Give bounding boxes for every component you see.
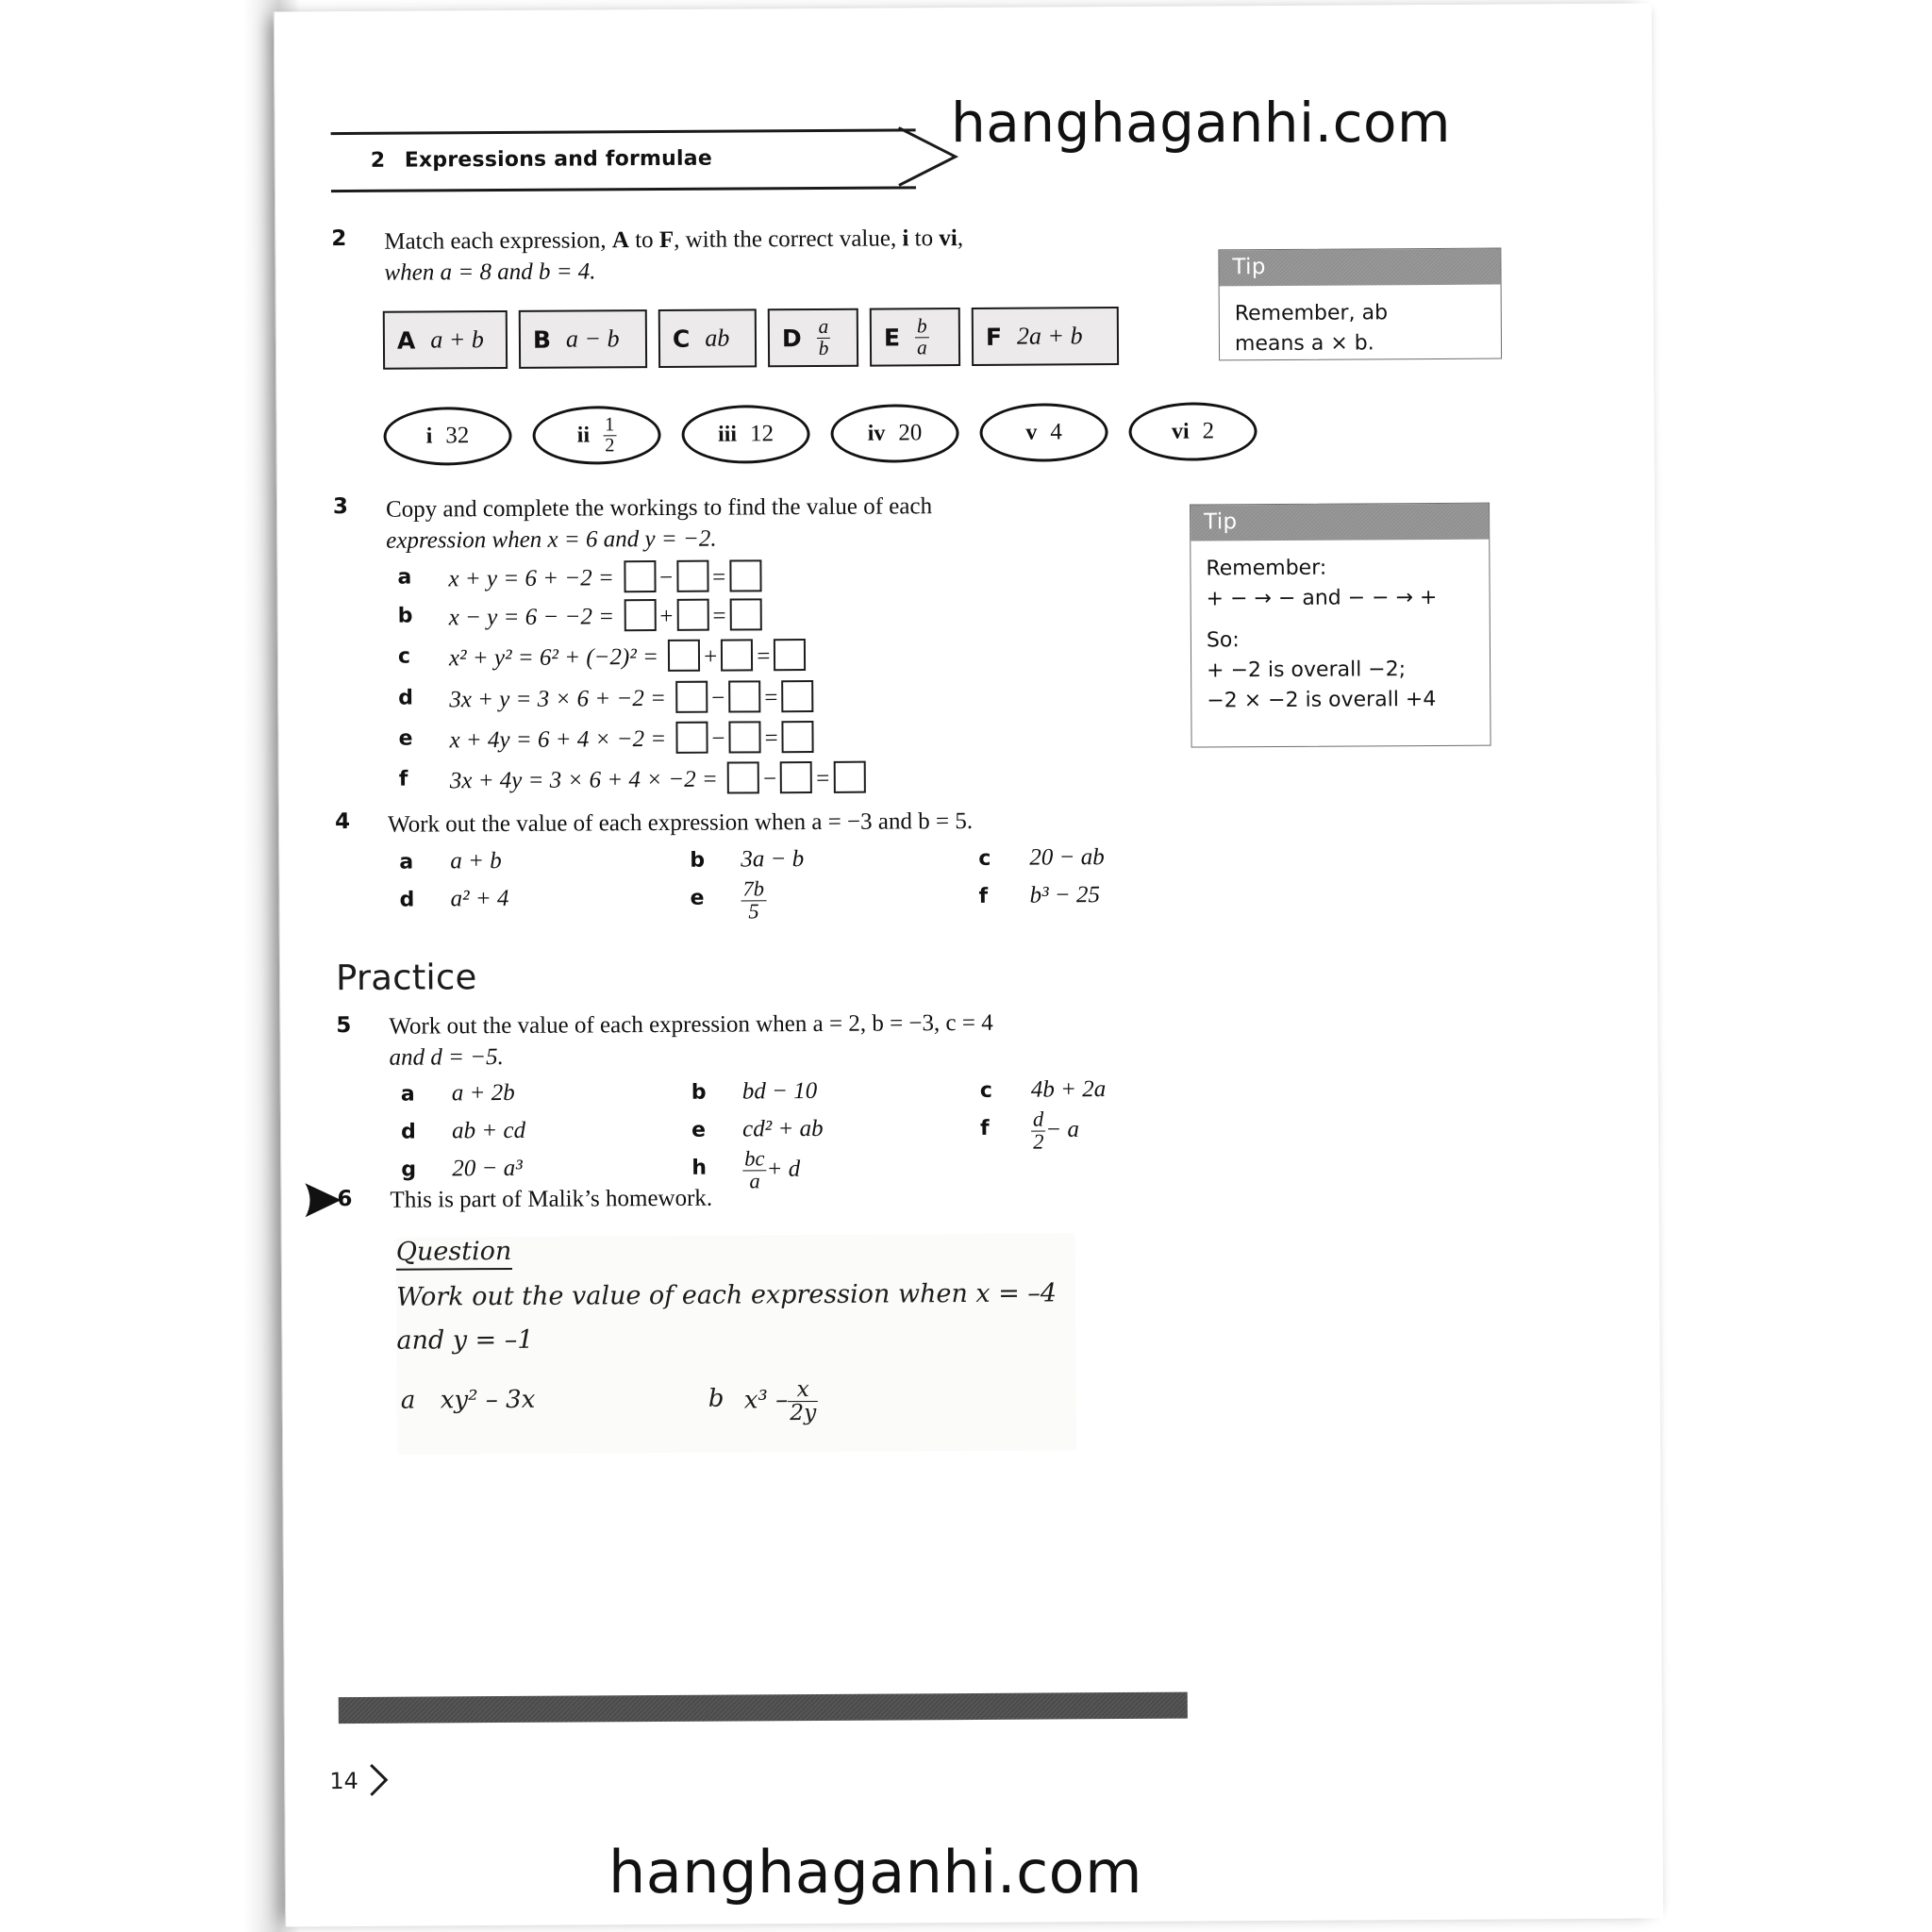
homework-part-b-label: b <box>708 1384 724 1413</box>
q3-part-e-lhs: x + 4y = 6 + 4 × −2 = <box>449 725 673 754</box>
question-2-number: 2 <box>331 226 347 252</box>
q5-part-h-numerator: bc <box>742 1148 766 1171</box>
tip-box-2-line5: −2 × −2 is overall +4 <box>1207 687 1437 713</box>
q4-part-e-denominator: 5 <box>748 899 759 924</box>
q5-line1: Work out the value of each expression when a = 2, b = −3, c = 4 <box>389 1009 993 1040</box>
q5-part-a-label: a <box>400 1082 415 1107</box>
q3-part-d-working <box>449 680 817 714</box>
q3-part-a-op2: = <box>712 564 726 591</box>
value-oval-ii-value <box>603 415 617 456</box>
footer-rule <box>339 1692 1188 1724</box>
tip-box-2-body <box>1191 540 1490 729</box>
q3-part-e-op1: − <box>711 725 725 752</box>
q3-part-a-label: a <box>397 565 412 590</box>
question-5-number: 5 <box>336 1012 352 1039</box>
value-oval-ii-numerator: 1 <box>603 415 616 436</box>
value-oval-ii-denominator: 2 <box>605 434 615 456</box>
answer-box[interactable] <box>721 639 753 671</box>
question-4-number: 4 <box>334 808 351 835</box>
homework-part-b-lead: x³ – <box>743 1386 789 1415</box>
page-chevron-icon <box>365 1762 393 1798</box>
q5-part-h-label: h <box>691 1156 708 1180</box>
practice-section-heading: Practice <box>335 957 477 999</box>
expression-box-B-value: a − b <box>565 325 620 353</box>
homework-part-b-denominator: 2y <box>790 1398 817 1426</box>
question-3-number: 3 <box>332 494 349 520</box>
q2-ref-F: F <box>658 226 675 253</box>
q5-part-f-expr <box>1031 1108 1079 1153</box>
q2-line2: when a = 8 and b = 4. <box>384 258 596 286</box>
page-number: 14 <box>329 1767 358 1795</box>
q3-part-d-op1: − <box>711 685 725 711</box>
banner-bottom-rule <box>331 186 916 192</box>
q2-ref-i: i <box>902 225 909 252</box>
q3-part-e-op2: = <box>764 725 778 752</box>
banner-top-rule <box>331 128 916 135</box>
tip-box-1 <box>1218 248 1502 361</box>
value-oval-iv-value: 20 <box>898 420 923 446</box>
expression-box-F-label: F <box>985 323 1003 351</box>
q3-part-b-working <box>449 598 766 632</box>
answer-box[interactable] <box>728 721 760 753</box>
q3-part-b-label: b <box>397 604 413 628</box>
q4-part-d-label: d <box>399 888 415 912</box>
question-4-text <box>388 805 1105 841</box>
q5-line2: and d = −5. <box>389 1044 504 1071</box>
q5-part-a-expr: a + 2b <box>451 1079 515 1107</box>
q4-part-e-numerator: 7b <box>741 878 766 901</box>
answer-box[interactable] <box>676 560 708 592</box>
value-oval-vi-value: 2 <box>1202 418 1215 444</box>
answer-box[interactable] <box>729 598 761 630</box>
q2-line1-part7: to <box>908 225 940 252</box>
q4-part-b-expr: 3a − b <box>741 846 805 873</box>
tip-box-1-header: Tip <box>1219 249 1500 287</box>
answer-box[interactable] <box>727 761 759 793</box>
banner-chapter-title: Expressions and formulae <box>404 146 713 173</box>
q3-part-a-op1: − <box>658 564 674 591</box>
homework-panel <box>396 1233 1076 1454</box>
expression-box-A-value: a + b <box>430 325 484 354</box>
tip-box-2-para-1 <box>1206 553 1475 615</box>
q4-part-c-expr: 20 − ab <box>1029 844 1105 871</box>
answer-box[interactable] <box>774 639 806 671</box>
homework-title: Question <box>396 1237 512 1271</box>
answer-box[interactable] <box>781 680 813 712</box>
homework-part-a-expr: xy² – 3x <box>440 1385 536 1415</box>
answer-box[interactable] <box>675 722 708 754</box>
value-oval-vi[interactable] <box>1128 402 1257 461</box>
q5-part-c-expr: 4b + 2a <box>1030 1076 1107 1103</box>
answer-box[interactable] <box>675 681 708 713</box>
q3-part-c-op2: = <box>757 643 771 670</box>
value-oval-ii-roman: ii <box>576 422 591 448</box>
answer-box[interactable] <box>728 680 760 712</box>
q3-part-b-op2: = <box>712 603 726 629</box>
q3-part-c-op1: + <box>704 643 718 670</box>
chapter-banner <box>331 128 954 192</box>
homework-part-b-expr <box>743 1375 819 1426</box>
expression-box-E[interactable] <box>870 308 960 367</box>
tip-box-2-header: Tip <box>1191 504 1489 541</box>
answer-box[interactable] <box>780 761 812 793</box>
q4-part-d-expr: a² + 4 <box>450 885 509 912</box>
q5-part-c-label: c <box>979 1078 992 1103</box>
watermark-top: hanghaganhi.com <box>951 91 1451 155</box>
question-6-number: 6 <box>337 1186 353 1212</box>
value-oval-iii[interactable] <box>681 405 809 464</box>
value-oval-i[interactable] <box>383 407 511 466</box>
expression-box-A-label: A <box>396 326 416 355</box>
expression-box-D-denominator: b <box>818 336 829 359</box>
expression-box-E-value <box>915 316 929 358</box>
q3-part-c-working <box>449 639 810 673</box>
q4-part-e-expr <box>741 878 766 923</box>
q5-part-e-label: e <box>691 1118 707 1142</box>
value-oval-i-roman: i <box>425 423 433 448</box>
value-oval-iv-roman: iv <box>867 421 886 446</box>
expression-box-C-value: ab <box>705 324 730 352</box>
q3-part-d-lhs: 3x + y = 3 × 6 + −2 = <box>449 685 673 713</box>
value-oval-ii[interactable] <box>532 406 660 465</box>
q2-line1-part1: Match each expression, <box>384 227 612 255</box>
q5-part-d-expr: ab + cd <box>451 1117 526 1144</box>
q4-part-e-label: e <box>690 886 705 910</box>
homework-part-b-numerator: x <box>788 1378 818 1402</box>
expression-box-D-value <box>817 314 831 359</box>
homework-line-1: Work out the value of each expression when x = –4 <box>396 1278 1058 1312</box>
answer-box[interactable] <box>729 559 761 591</box>
answer-box[interactable] <box>676 599 708 631</box>
q3-part-c-lhs: x² + y² = 6² + (−2)² = <box>448 643 665 672</box>
q4-part-f-expr: b³ − 25 <box>1029 882 1101 908</box>
expression-box-E-numerator: b <box>915 316 929 338</box>
q3-part-a-working <box>448 559 765 593</box>
homework-line-2: and y = –1 <box>396 1324 534 1356</box>
q3-part-f-lhs: 3x + 4y = 3 × 6 + 4 × −2 = <box>449 766 724 794</box>
expression-box-F-value: 2a + b <box>1016 322 1083 350</box>
q3-part-c-label: c <box>397 644 411 669</box>
value-oval-v[interactable] <box>979 403 1108 462</box>
question-3-text <box>386 490 1046 556</box>
tip-box-2-line4: + −2 is overall −2; <box>1207 657 1407 683</box>
q4-part-a-expr: a + b <box>450 848 502 874</box>
q5-part-f-label: f <box>979 1116 990 1141</box>
value-oval-i-value: 32 <box>445 423 470 449</box>
tip-box-2 <box>1190 503 1491 748</box>
q5-part-d-label: d <box>400 1120 416 1144</box>
tip-box-1-body <box>1220 285 1502 374</box>
q4-part-c-label: c <box>978 846 991 871</box>
q3-line2: expression when x = 6 and y = −2. <box>386 525 717 554</box>
q3-part-f-op2: = <box>816 765 830 791</box>
q5-part-e-expr: cd² + ab <box>741 1115 824 1142</box>
q5-part-h-denominator: a <box>749 1169 760 1193</box>
tip-box-1-line2: means a × b. <box>1234 331 1374 357</box>
q2-line1-part9: , <box>957 225 964 252</box>
q5-part-b-label: b <box>691 1080 707 1105</box>
question-2-text <box>384 223 1007 289</box>
expression-box-A[interactable] <box>383 310 508 370</box>
tip-box-2-line2: + − → − and − − → + <box>1206 585 1438 611</box>
q5-part-f-tail: − a <box>1045 1116 1080 1143</box>
expression-box-E-denominator: a <box>917 335 927 358</box>
expression-box-E-label: E <box>883 323 901 352</box>
tip-box-2-line1: Remember: <box>1206 556 1327 581</box>
answer-box[interactable] <box>624 599 656 631</box>
value-oval-iii-value: 12 <box>749 421 774 447</box>
tip-box-2-line3: So: <box>1206 628 1240 653</box>
q5-part-f-numerator: d <box>1031 1109 1045 1132</box>
q3-part-e-working <box>449 721 817 755</box>
q4-part-a-label: a <box>399 850 414 874</box>
value-oval-vi-roman: vi <box>1171 419 1190 444</box>
expression-box-B-label: B <box>532 325 552 354</box>
question-5-text <box>389 1007 1106 1074</box>
expression-box-D-label: D <box>781 324 802 352</box>
answer-box[interactable] <box>668 640 700 672</box>
homework-part-a-label: a <box>400 1386 416 1415</box>
expression-box-F[interactable] <box>972 307 1119 366</box>
q3-part-a-lhs: x + y = 6 + −2 = <box>448 565 621 592</box>
answer-box[interactable] <box>782 721 814 753</box>
expression-box-D[interactable] <box>768 308 858 368</box>
q2-line1-part5: , with the correct value, <box>674 225 903 253</box>
tip-box-1-line1: Remember, ab <box>1234 301 1389 326</box>
q3-part-b-lhs: x − y = 6 − −2 = <box>448 604 621 631</box>
question-6-text: This is part of Malik’s homework. <box>390 1185 713 1213</box>
q5-part-h-tail: + d <box>766 1156 801 1182</box>
banner-chapter-number: 2 <box>370 148 386 173</box>
q3-part-b-op1: + <box>659 603 674 629</box>
q4-part-f-label: f <box>978 884 989 908</box>
q5-part-f-denominator: 2 <box>1033 1129 1044 1154</box>
value-oval-v-roman: v <box>1025 420 1038 445</box>
expression-box-D-numerator: a <box>817 317 831 339</box>
expression-box-C[interactable] <box>658 308 757 368</box>
expression-box-B[interactable] <box>519 309 647 369</box>
q3-part-f-working <box>450 761 870 796</box>
q3-part-d-op2: = <box>764 685 778 711</box>
q2-ref-A: A <box>611 227 630 254</box>
answer-box[interactable] <box>833 761 865 793</box>
watermark-bottom: hanghaganhi.com <box>608 1838 1143 1907</box>
answer-box[interactable] <box>624 560 656 592</box>
tip-box-2-para-2 <box>1207 624 1477 715</box>
expression-box-C-label: C <box>672 325 691 353</box>
q3-part-f-label: f <box>398 767 408 791</box>
q3-part-d-label: d <box>398 686 414 710</box>
q4-part-b-label: b <box>690 848 706 873</box>
q3-line1: Copy and complete the workings to find the value of each <box>385 493 933 523</box>
value-oval-iii-roman: iii <box>717 421 738 447</box>
q2-ref-vi: vi <box>939 225 958 252</box>
q4-line1: Work out the value of each expression when a = −3 and b = 5. <box>387 808 974 838</box>
q5-part-g-label: g <box>401 1158 417 1182</box>
q3-part-e-label: e <box>398 726 413 751</box>
q5-part-b-expr: bd − 10 <box>741 1077 818 1105</box>
value-oval-iv[interactable] <box>830 404 958 463</box>
q2-line1-part3: to <box>628 226 659 254</box>
q3-part-f-op1: − <box>763 766 777 792</box>
page-content <box>274 4 1662 1927</box>
value-oval-v-value: 4 <box>1050 419 1062 445</box>
q5-part-g-expr: 20 − a³ <box>452 1155 523 1182</box>
